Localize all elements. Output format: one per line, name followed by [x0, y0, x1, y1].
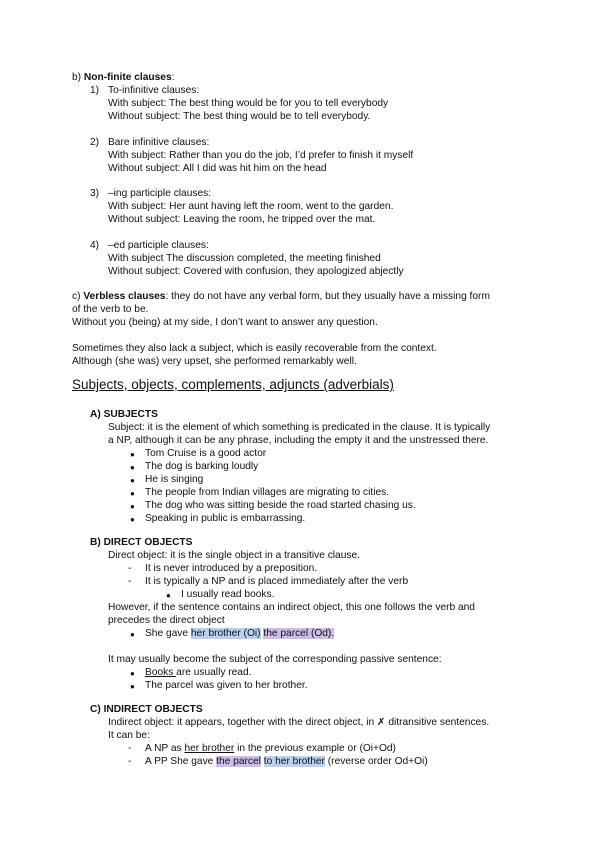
direct-passive-intro: It may usually become the subject of the corresponding passive sentence:: [108, 654, 442, 665]
indirect-app-pre: A PP She gave: [145, 756, 217, 767]
bullet-icon: ●: [130, 669, 135, 678]
verbless-bold: Verbless clauses: [83, 291, 166, 302]
direct-dash-1: It is never introduced by a preposition.: [145, 563, 318, 574]
subject-example-5: The dog who was sitting beside the road started chasing us.: [145, 500, 416, 511]
verbless-line-2: of the verb to be.: [72, 304, 149, 315]
direct-example-pre: She gave: [145, 628, 191, 639]
nonfinite-prefix: b): [72, 72, 84, 83]
bullet-icon: ●: [130, 630, 135, 639]
nonfinite-item-with-2: With subject: Rather than you do the job, I’d prefer to finish it myself: [108, 150, 414, 161]
dash-icon: -: [128, 576, 132, 587]
verbless-line-1: [72, 291, 490, 304]
nonfinite-item-without-1: Without subject: The best thing would be to tell everybody.: [108, 111, 371, 122]
indirect-heading: [90, 704, 203, 717]
bullet-icon: ●: [130, 489, 135, 498]
bullet-icon: ●: [130, 682, 135, 691]
subject-example-3: He is singing: [145, 474, 204, 485]
nonfinite-item-without-3: Without subject: Leaving the room, he tripped over the mat.: [108, 214, 376, 225]
indirect-app: [145, 756, 428, 769]
verbless-line1-rest: : they do not have any verbal form, but they usually have a missing form: [165, 291, 490, 302]
nonfinite-item-num-4: 4): [90, 240, 100, 251]
nonfinite-item-without-4: Without subject: Covered with confusion, they apologized abjectly: [108, 266, 404, 277]
nonfinite-item-title-4: –ed participle clauses:: [108, 240, 209, 251]
indirect-app-highlight-brother: to her brother: [263, 756, 325, 767]
nonfinite-item-num-2: 2): [90, 137, 100, 148]
direct-heading-text: B) DIRECT OBJECTS: [90, 537, 193, 548]
indirect-np-pre: A NP as: [145, 743, 185, 754]
verbless-line-3: Without you (being) at my side, I don’t want to answer any question.: [72, 317, 378, 328]
indirect-np-rest: in the previous example or (Oi+Od): [234, 743, 396, 754]
direct-passive-1: [145, 667, 251, 680]
indirect-def-2: It can be:: [108, 730, 150, 741]
indirect-app-rest: (reverse order Od+Oi): [324, 756, 428, 767]
subject-example-2: The dog is barking loudly: [145, 461, 259, 472]
direct-def: Direct object: it is the single object in a transitive clause.: [108, 550, 360, 561]
nonfinite-item-with-3: With subject: Her aunt having left the room, went to the garden.: [108, 201, 394, 212]
verbless-prefix: c): [72, 291, 84, 302]
subject-example-4: The people from Indian villages are migrating to cities.: [145, 487, 390, 498]
nonfinite-item-with-4: With subject The discussion completed, the meeting finished: [108, 253, 381, 264]
nonfinite-bold: Non-finite clauses: [83, 72, 172, 83]
nonfinite-item-without-2: Without subject: All I did was hit him on the head: [108, 163, 327, 174]
direct-passive-1-underlined: Books: [145, 667, 177, 678]
indirect-np-underlined: her brother: [184, 743, 235, 754]
direct-however-1: However, if the sentence contains an indirect object, this one follows the verb and: [108, 602, 475, 613]
nonfinite-label: [72, 72, 174, 85]
bullet-icon: ●: [130, 515, 135, 524]
bullet-icon: ●: [166, 591, 171, 600]
dash-icon: -: [128, 756, 132, 767]
indirect-np: [145, 743, 396, 756]
indirect-heading-text: C) INDIRECT OBJECTS: [90, 704, 203, 715]
nonfinite-item-num-3: 3): [90, 188, 100, 199]
bullet-icon: ●: [130, 502, 135, 511]
subject-example-6: Speaking in public is embarrassing.: [145, 513, 306, 524]
nonfinite-item-title-3: –ing participle clauses:: [108, 188, 212, 199]
nonfinite-item-with-1: With subject: The best thing would be for you to tell everybody: [108, 98, 389, 109]
bullet-icon: ●: [130, 476, 135, 485]
direct-example-od: the parcel (Od).: [263, 628, 335, 639]
bullet-icon: ●: [130, 463, 135, 472]
verbless-line-5: Although (she was) very upset, she performed remarkably well.: [72, 356, 357, 367]
subjects-def-1: Subject: it is the element of which something is predicated in the clause. It is typically: [108, 422, 491, 433]
direct-sub-example: I usually read books.: [181, 589, 275, 600]
direct-dash-2: It is typically a NP and is placed immediately after the verb: [145, 576, 409, 587]
dash-icon: -: [128, 743, 132, 754]
dash-icon: -: [128, 563, 132, 574]
direct-heading: [90, 537, 192, 550]
nonfinite-suffix: :: [171, 72, 175, 83]
subjects-heading: [90, 409, 158, 422]
subjects-heading-text: A) SUBJECTS: [90, 409, 158, 420]
section-heading: Subjects, objects, complements, adjuncts (adverbials): [72, 377, 394, 392]
bullet-icon: ●: [130, 450, 135, 459]
direct-example: [145, 628, 334, 641]
subjects-def-2: a NP, although it can be any phrase, including the empty it and the unstressed there.: [108, 435, 489, 446]
indirect-def-1: Indirect object: it appears, together with the direct object, in ✗ ditransitive sentences.: [108, 717, 490, 728]
subject-example-1: Tom Cruise is a good actor: [145, 448, 267, 459]
nonfinite-item-title-1: To-infinitive clauses:: [108, 85, 200, 96]
direct-however-2: precedes the direct object: [108, 615, 225, 626]
nonfinite-item-num-1: 1): [90, 85, 100, 96]
direct-passive-1-rest: are usually read.: [176, 667, 252, 678]
direct-example-oi: her brother (Oi): [190, 628, 261, 639]
indirect-app-highlight-parcel: the parcel: [216, 756, 261, 767]
direct-passive-2: The parcel was given to her brother.: [145, 680, 308, 691]
nonfinite-item-title-2: Bare infinitive clauses:: [108, 137, 210, 148]
verbless-line-4: Sometimes they also lack a subject, which is easily recoverable from the context.: [72, 343, 437, 354]
